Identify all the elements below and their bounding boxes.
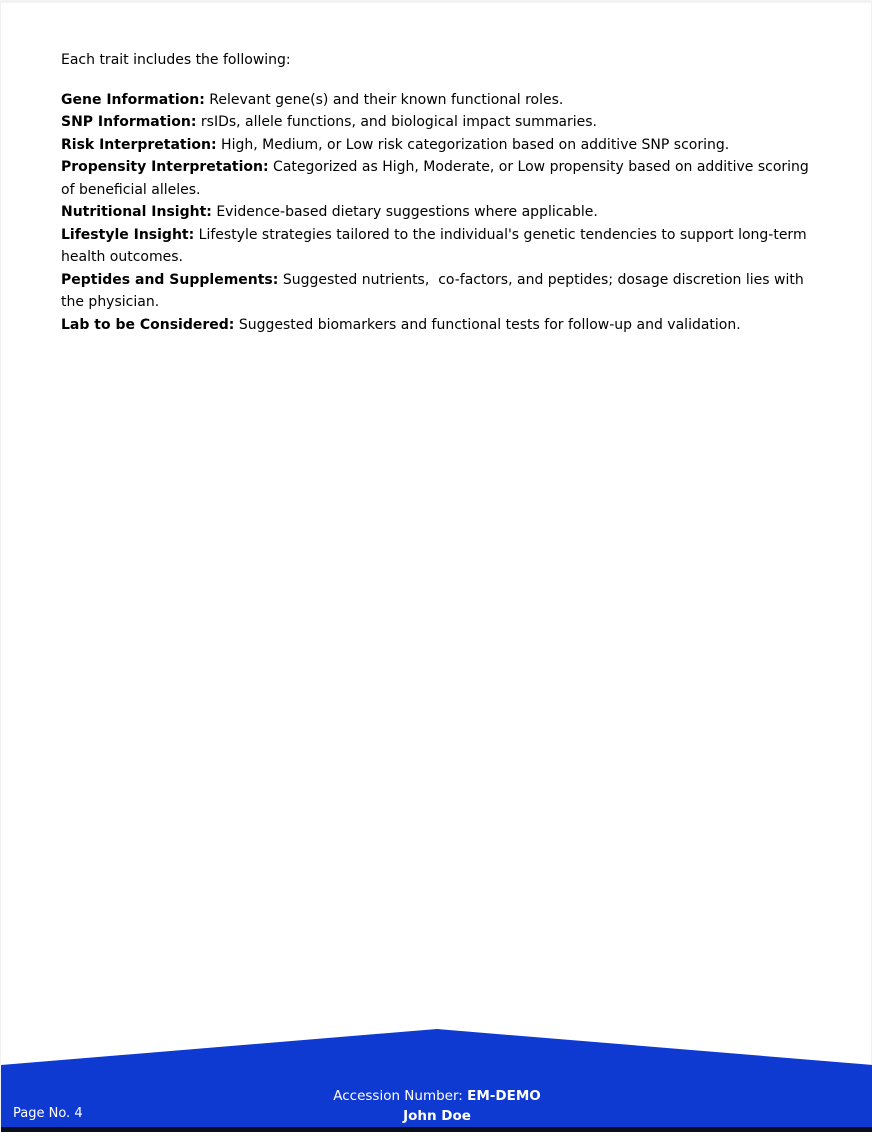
trait-item-lab-considered xyxy=(61,314,813,337)
trait-description: Suggested biomarkers and functional tests for follow-up and validation. xyxy=(234,316,741,333)
trait-label: Lab to be Considered: xyxy=(61,316,235,333)
page-bottom-edge xyxy=(1,1127,872,1132)
trait-label: Nutritional Insight: xyxy=(61,204,212,220)
accession-number: EM-DEMO xyxy=(467,1088,541,1104)
trait-label: Lifestyle Insight: xyxy=(61,226,195,243)
page-number: Page No. 4 xyxy=(13,1106,83,1121)
accession-line xyxy=(1,1086,872,1106)
trait-item-gene-information xyxy=(61,89,813,112)
page-body-text xyxy=(61,49,813,336)
trait-label: Propensity Interpretation: xyxy=(61,159,269,175)
trait-description: High, Medium, or Low risk categorization based on additive SNP scoring. xyxy=(216,136,730,153)
trait-description: Suggested nutrients, co-factors, and peptides; dosage discretion lies with the physician. xyxy=(61,271,809,310)
trait-item-lifestyle-insight xyxy=(61,224,813,269)
footer-center-text xyxy=(1,1086,872,1126)
trait-label: Risk Interpretation: xyxy=(61,136,217,153)
accession-label: Accession Number: xyxy=(333,1088,468,1104)
patient-name: John Doe xyxy=(403,1108,471,1124)
trait-description: Relevant gene(s) and their known functional roles. xyxy=(204,91,564,108)
trait-label: Peptides and Supplements: xyxy=(61,271,279,288)
trait-item-propensity-interpretation xyxy=(61,156,813,201)
trait-label: SNP Information: xyxy=(61,114,197,130)
trait-item-risk-interpretation xyxy=(61,134,813,157)
intro-line: Each trait includes the following: xyxy=(61,52,291,68)
trait-label: Gene Information: xyxy=(61,91,205,108)
trait-description: rsIDs, allele functions, and biological impact summaries. xyxy=(196,114,597,130)
trait-item-peptides-supplements xyxy=(61,269,813,314)
trait-item-snp-information xyxy=(61,111,813,134)
trait-description: Categorized as High, Moderate, or Low propensity based on additive scoring of beneficial alleles. xyxy=(61,159,814,198)
trait-description: Lifestyle strategies tailored to the individual's genetic tendencies to support long-term health outcomes. xyxy=(61,226,812,265)
trait-item-nutritional-insight xyxy=(61,201,813,224)
trait-description: Evidence-based dietary suggestions where applicable. xyxy=(211,204,598,220)
